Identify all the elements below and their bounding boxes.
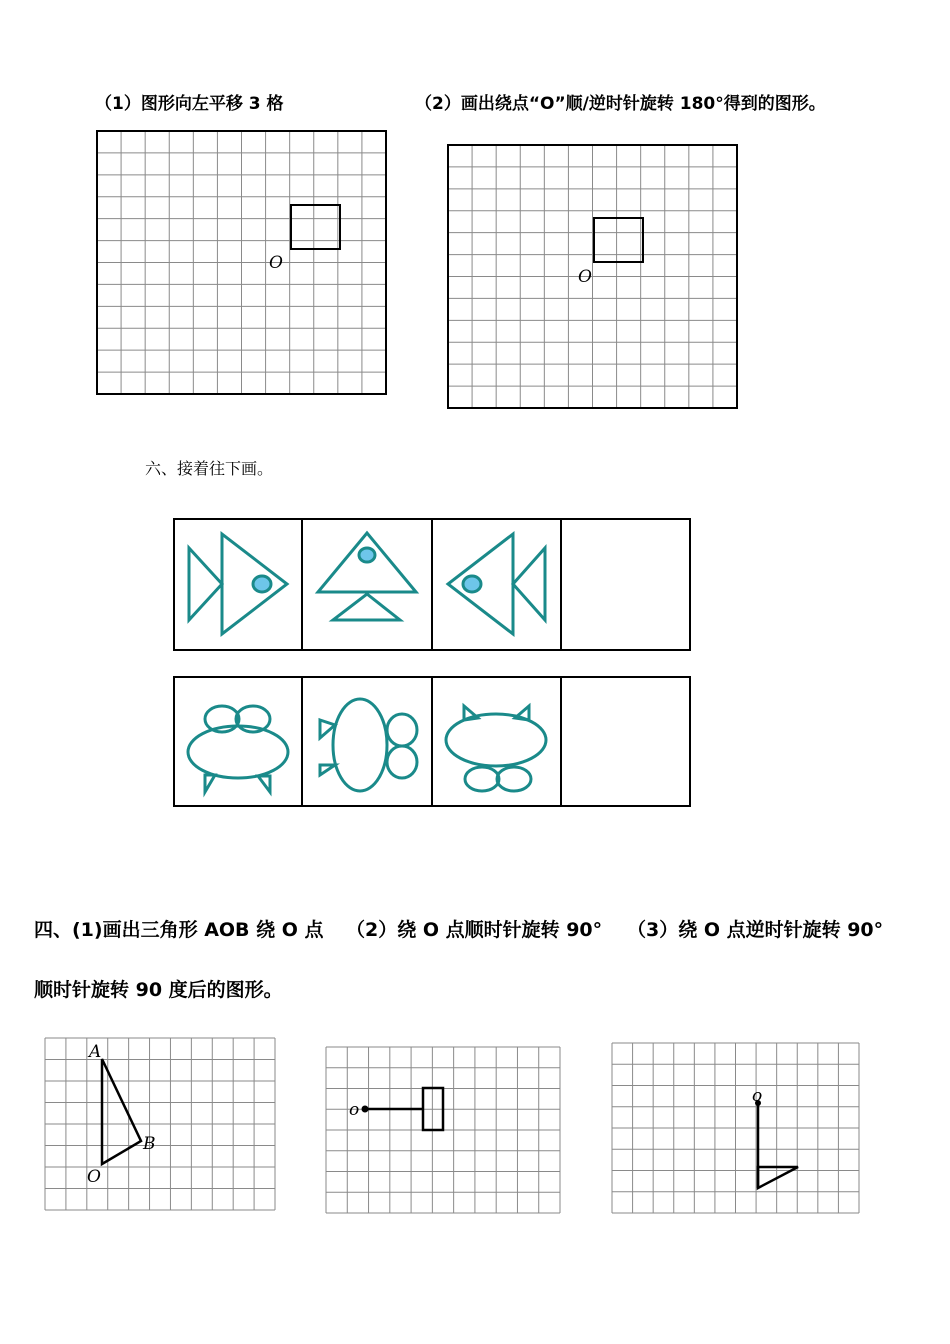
label-o-2: o — [349, 1100, 360, 1120]
section-4-part2: （2）绕 O 点顺时针旋转 90° — [346, 919, 603, 941]
small-grid-2[interactable] — [326, 1047, 560, 1213]
fish-right-facing — [189, 534, 287, 634]
label-a: A — [89, 1042, 102, 1062]
grid-2[interactable] — [448, 145, 737, 408]
small-grid-1[interactable] — [45, 1038, 275, 1210]
pattern-row-animal — [174, 677, 690, 806]
fish-left-facing — [448, 534, 545, 634]
square-2 — [594, 218, 643, 262]
square-1 — [291, 205, 340, 249]
section-6-title: 六、接着往下画。 — [145, 459, 274, 478]
section-4-part1-line2: 顺时针旋转 90 度后的图形。 — [34, 979, 283, 1001]
small-grid-3[interactable] — [612, 1043, 859, 1213]
animal-1 — [188, 706, 288, 792]
grid-1[interactable] — [97, 131, 386, 394]
question-1-text: （1）图形向左平移 3 格 — [95, 94, 284, 114]
section-4-part1-line1: 四、(1)画出三角形 AOB 绕 O 点 — [34, 919, 324, 941]
animal-3 — [446, 706, 546, 791]
label-o-3: o — [752, 1086, 763, 1106]
question-2-text: （2）画出绕点“O”顺/逆时针旋转 180°得到的图形。 — [415, 94, 826, 114]
label-o: O — [87, 1167, 101, 1187]
point-o-label-1: O — [269, 253, 283, 273]
section-4-part3: （3）绕 O 点逆时针旋转 90° — [627, 919, 884, 941]
pattern-row-fish — [174, 519, 690, 650]
fish-up-facing — [318, 533, 416, 620]
point-o-label-2: O — [578, 267, 592, 287]
animal-2 — [320, 699, 417, 791]
label-b: B — [143, 1134, 156, 1154]
